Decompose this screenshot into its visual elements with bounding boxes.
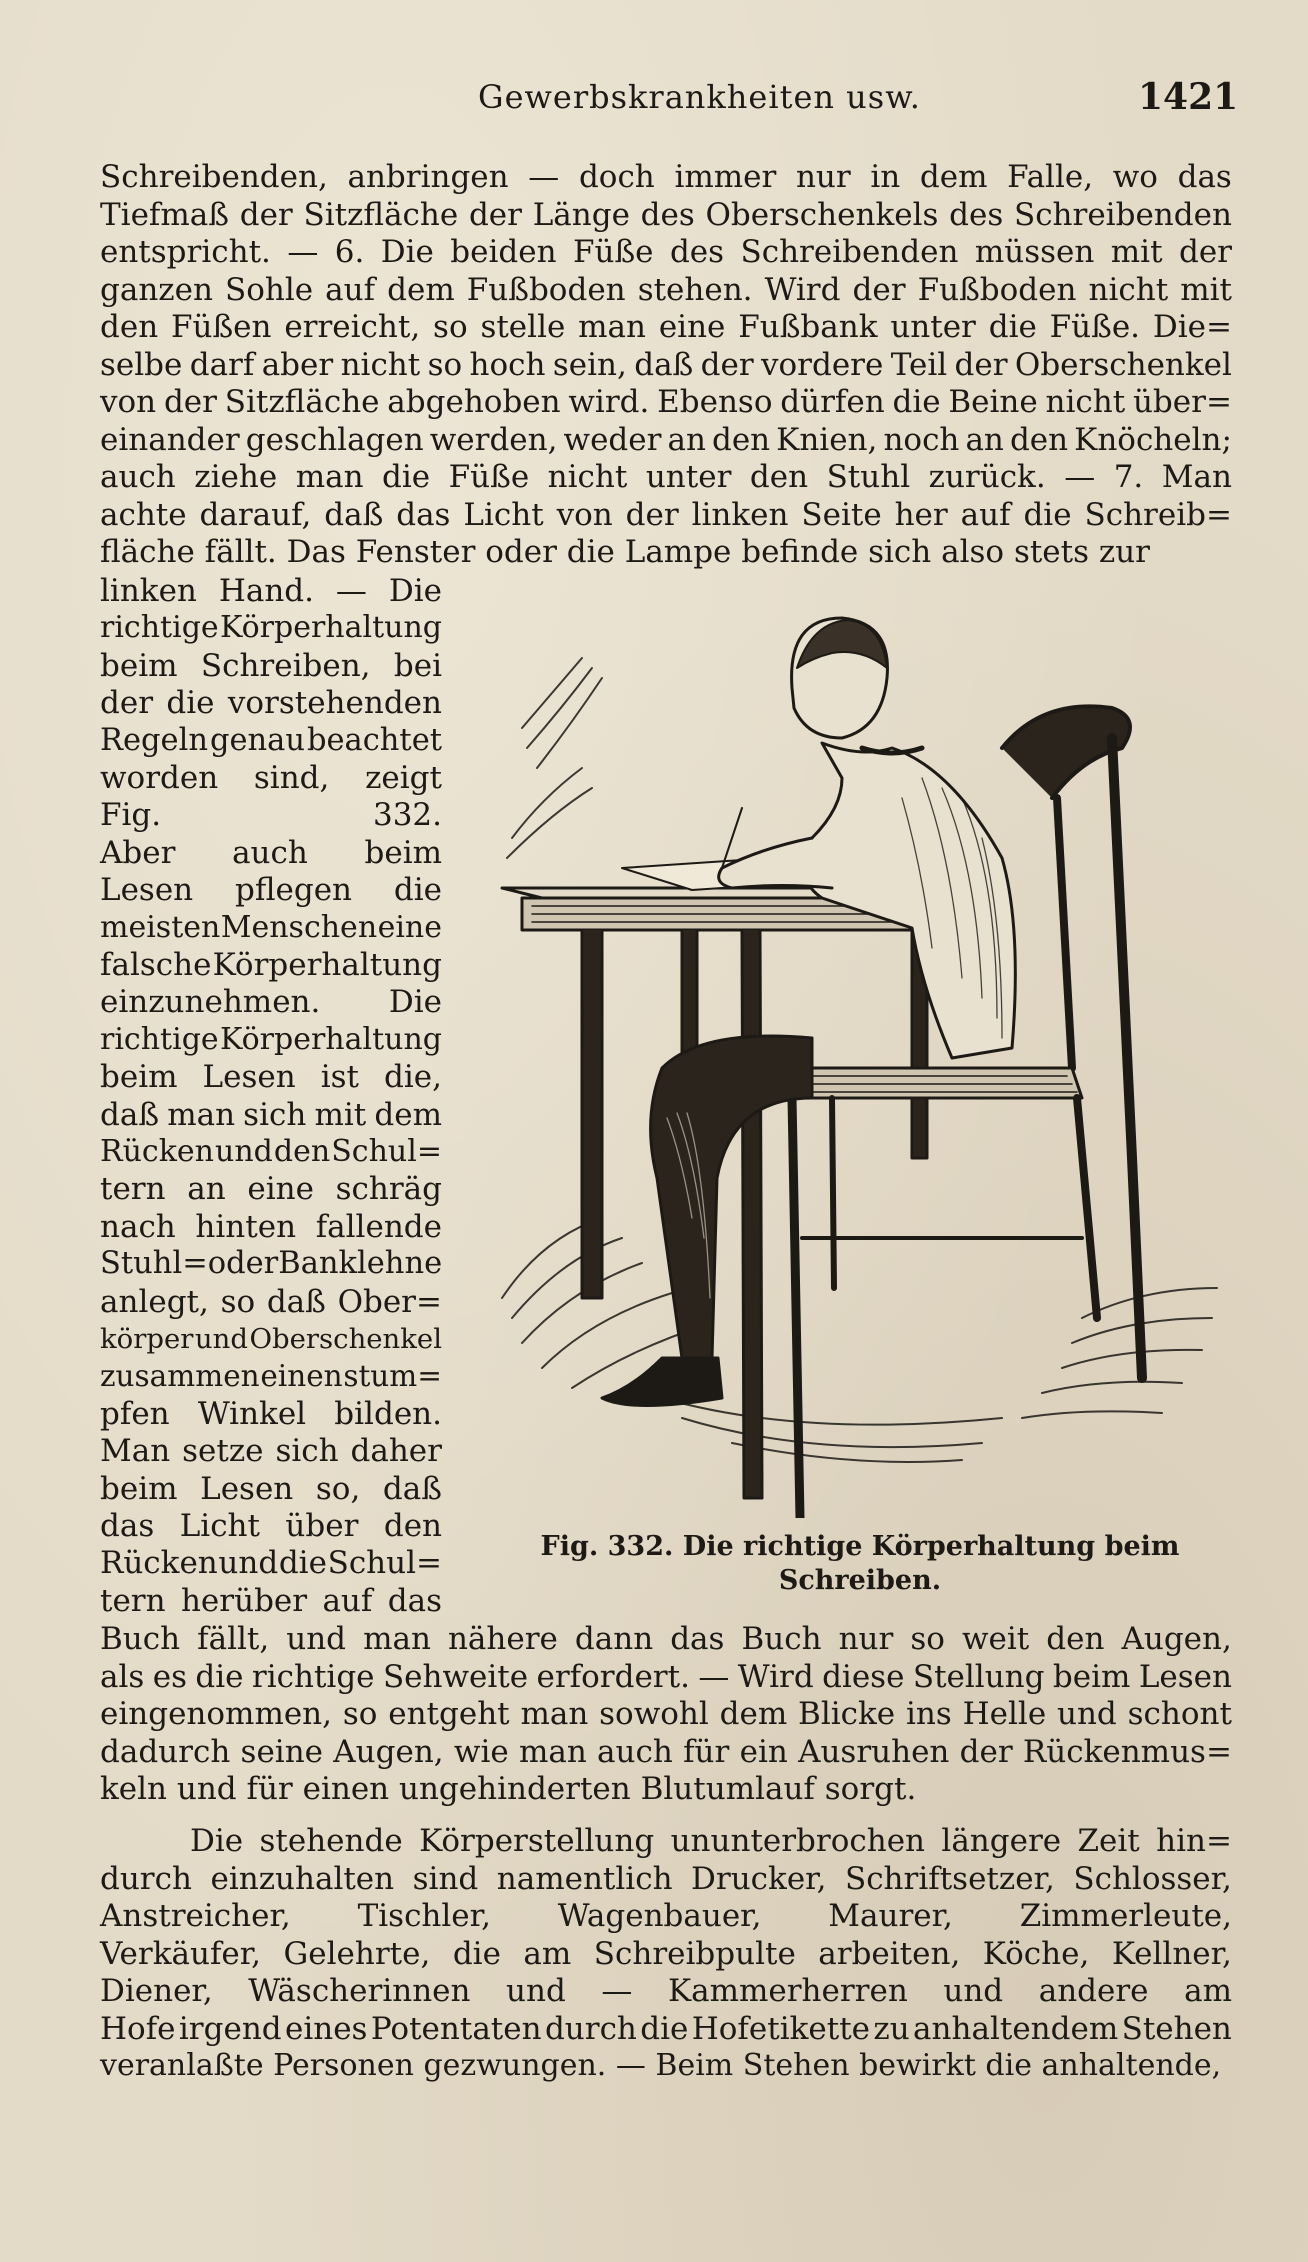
text-wrap-line: körper und Oberschenkel — [100, 1323, 442, 1355]
text-wrap-line: beim Lesen ist die, — [100, 1059, 442, 1096]
text-bottom-2-line: veranlaßte Personen gezwungen. — Beim Stehen bewirkt die anhaltende, — [100, 2048, 1222, 2083]
text-wrap-line: zusammen einen stum= — [100, 1359, 442, 1394]
text-wrap-line: linken Hand. — Die — [100, 573, 442, 609]
text-wrap-line: Man setze sich daher — [100, 1433, 442, 1470]
text-wrap-line: worden sind, zeigt — [100, 760, 442, 796]
text-bottom-1-line: als es die richtige Sehweite erfordert. — Wird diese Stellung beim Lesen — [100, 1658, 1232, 1695]
figure-caption-line-1: Fig. 332. Die richtige Körperhaltung beim — [540, 1531, 1180, 1562]
text-wrap-line: beim Schreiben, bei — [100, 647, 442, 684]
illustration-writing-posture — [482, 598, 1242, 1518]
text-top-line: entspricht. — 6. Die beiden Füße des Schreibenden müssen mit der — [100, 234, 1232, 270]
text-top-line: Schreibenden, anbringen — doch immer nur in dem Falle, wo das — [100, 159, 1232, 195]
text-bottom-2-line: Anstreicher, Tischler, Wagenbauer, Maurer, Zimmerleute, — [100, 1898, 1232, 1934]
text-bottom-2-line: Diener, Wäscherinnen und — Kammerherren und andere am — [100, 1973, 1232, 2009]
text-wrap-line: Lesen pflegen die — [100, 872, 442, 909]
text-top-line: achte darauf, daß das Licht von der linken Seite her auf die Schreib= — [100, 496, 1232, 533]
text-top-line: Tiefmaß der Sitzfläche der Länge des Oberschenkels des Schreibenden — [100, 196, 1232, 233]
text-bottom-1-line: Buch fällt, und man nähere dann das Buch nur so weit den Augen, — [100, 1621, 1232, 1657]
text-bottom-1-line: dadurch seine Augen, wie man auch für ein Ausruhen der Rückenmus= — [100, 1733, 1232, 1770]
text-bottom-2-line: Verkäufer, Gelehrte, die am Schreibpulte arbeiten, Köche, Kellner, — [100, 1935, 1232, 1972]
text-wrap-line: Aber auch beim — [100, 834, 442, 871]
text-wrap-line: beim Lesen so, daß — [100, 1470, 442, 1507]
figure-caption-line-2: Schreiben. — [778, 1565, 942, 1596]
text-bottom-1-line: eingenommen, so entgeht man sowohl dem Blicke ins Helle und schont — [100, 1696, 1232, 1732]
text-wrap-line: daß man sich mit dem — [100, 1096, 442, 1133]
text-wrap-line: Regeln genau beachtet — [100, 722, 442, 758]
text-wrap-line: pfen Winkel bilden. — [100, 1395, 442, 1432]
text-top-line: von der Sitzfläche abgehoben wird. Ebenso dürfen die Beine nicht über= — [100, 384, 1232, 420]
text-wrap-line: nach hinten fallende — [100, 1208, 442, 1245]
text-wrap-line: Rücken und die Schul= — [100, 1545, 442, 1582]
text-wrap-line: das Licht über den — [100, 1508, 442, 1544]
text-top-line: einander geschlagen werden, weder an den Knien, noch an den Knöcheln; — [100, 421, 1232, 458]
figure-caption — [500, 1530, 1220, 1598]
text-top-line: auch ziehe man die Füße nicht unter den Stuhl zurück. — 7. Man — [100, 459, 1232, 495]
text-wrap-line: meisten Menschen eine — [100, 909, 442, 945]
text-wrap-line: Stuhl= oder Banklehne — [100, 1246, 443, 1282]
text-wrap-line: tern an eine schräg — [100, 1171, 442, 1208]
text-wrap-line: tern herüber auf das — [100, 1582, 442, 1619]
text-wrap-line: Fig. 332. — [100, 797, 442, 834]
text-wrap-line: der die vorstehenden — [100, 685, 442, 722]
text-top-line: fläche fällt. Das Fenster oder die Lampe befinde sich also stets zur — [100, 534, 1150, 570]
page-number: 1421 — [1138, 76, 1239, 118]
text-top-line: selbe darf aber nicht so hoch sein, daß der vordere Teil der Oberschenkel — [100, 346, 1232, 383]
text-wrap-line: Rücken und den Schul= — [100, 1134, 442, 1169]
text-top-line: ganzen Sohle auf dem Fußboden stehen. Wird der Fußboden nicht mit — [100, 271, 1232, 308]
text-wrap-line: richtige Körperhaltung — [100, 610, 442, 646]
text-wrap-line: einzunehmen. Die — [100, 984, 442, 1021]
text-wrap-line: anlegt, so daß Ober= — [100, 1283, 442, 1320]
text-bottom-2-line: Die stehende Körperstellung ununterbrochen längere Zeit hin= — [190, 1823, 1232, 1859]
text-bottom-2-line: Hofe irgend eines Potentaten durch die Hofetikette zu anhaltendem Stehen — [100, 2010, 1232, 2047]
text-wrap-line: richtige Körperhaltung — [100, 1021, 442, 1057]
running-head-title: Gewerbskrankheiten usw. — [478, 78, 921, 116]
text-wrap-line: falsche Körperhaltung — [100, 947, 442, 983]
text-top-line: den Füßen erreicht, so stelle man eine Fußbank unter die Füße. Die= — [100, 309, 1232, 345]
running-head — [0, 78, 1308, 126]
text-bottom-1-line: keln und für einen ungehinderten Blutumlauf sorgt. — [100, 1771, 917, 1807]
text-bottom-2-line: durch einzuhalten sind namentlich Drucker, Schriftsetzer, Schlosser, — [100, 1860, 1232, 1897]
